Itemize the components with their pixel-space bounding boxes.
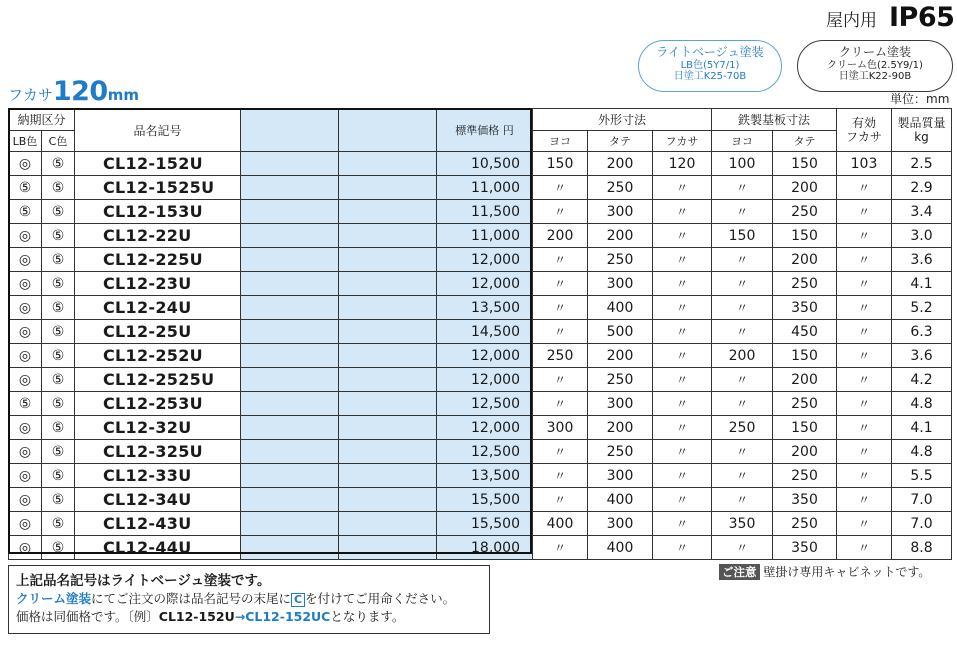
caution-text: 壁掛け専用キャビネットです。 <box>763 565 931 579</box>
depth-heading <box>8 76 139 107</box>
effective-depth-cell: 〃 <box>837 344 892 368</box>
plate-height-cell: 350 <box>773 536 837 560</box>
lb-delivery-cell: ◎ <box>9 368 42 392</box>
weight-label: 製品質量 <box>897 116 946 130</box>
blank-cell <box>241 440 339 464</box>
table-row <box>9 416 952 440</box>
note-line-3 <box>16 608 489 626</box>
depth-cell: 〃 <box>653 272 712 296</box>
plate-width-cell: 〃 <box>712 320 773 344</box>
c-delivery-cell: ⑤ <box>42 176 75 200</box>
depth-cell: 〃 <box>653 344 712 368</box>
c-delivery-cell: ⑤ <box>42 536 75 560</box>
price-cell: 13,500 <box>437 296 533 320</box>
width-cell: 〃 <box>533 176 588 200</box>
weight-cell: 5.5 <box>892 464 952 488</box>
c-delivery-cell: ⑤ <box>42 296 75 320</box>
model-cell: CL12-153U <box>75 200 241 224</box>
delivery-header: 納期区分 <box>9 109 75 131</box>
lb-delivery-cell: ◎ <box>9 224 42 248</box>
table-row <box>9 200 952 224</box>
plate-height-cell: 250 <box>773 200 837 224</box>
table-row <box>9 320 952 344</box>
weight-cell: 3.4 <box>892 200 952 224</box>
blank-cell <box>241 512 339 536</box>
plate-width-header: ヨコ <box>712 131 773 152</box>
table-row <box>9 272 952 296</box>
width-cell: 400 <box>533 512 588 536</box>
c-delivery-cell: ⑤ <box>42 464 75 488</box>
table-row <box>9 248 952 272</box>
plate-width-cell: 〃 <box>712 464 773 488</box>
lb-delivery-cell: ◎ <box>9 488 42 512</box>
plate-height-cell: 150 <box>773 224 837 248</box>
height-header: タテ <box>588 131 653 152</box>
lb-delivery-cell: ◎ <box>9 344 42 368</box>
model-cell: CL12-33U <box>75 464 241 488</box>
effective-depth-cell: 〃 <box>837 512 892 536</box>
blank-cell <box>339 440 437 464</box>
width-cell: 〃 <box>533 464 588 488</box>
c-delivery-cell: ⑤ <box>42 512 75 536</box>
c-delivery-cell: ⑤ <box>42 224 75 248</box>
model-cell: CL12-225U <box>75 248 241 272</box>
price-cell: 12,500 <box>437 392 533 416</box>
finish-paint-spec: 日塗工K22-90B <box>838 71 912 83</box>
c-delivery-cell: ⑤ <box>42 200 75 224</box>
plate-width-cell: 〃 <box>712 176 773 200</box>
c-color-header: C色 <box>42 131 75 152</box>
blank-header <box>339 109 437 152</box>
blank-cell <box>339 392 437 416</box>
width-cell: 200 <box>533 224 588 248</box>
finish-name: クリーム塗装 <box>838 45 911 59</box>
plate-width-cell: 250 <box>712 416 773 440</box>
blank-cell <box>241 248 339 272</box>
c-delivery-cell: ⑤ <box>42 344 75 368</box>
example-code-cream: CL12-152UC <box>245 609 331 624</box>
blank-cell <box>339 200 437 224</box>
plate-width-cell: 〃 <box>712 488 773 512</box>
weight-cell: 7.0 <box>892 512 952 536</box>
order-note <box>8 565 490 634</box>
depth-cell: 〃 <box>653 176 712 200</box>
plate-height-cell: 450 <box>773 320 837 344</box>
width-cell: 300 <box>533 416 588 440</box>
lb-delivery-cell: ◎ <box>9 416 42 440</box>
weight-cell: 3.0 <box>892 224 952 248</box>
weight-cell: 4.8 <box>892 392 952 416</box>
finish-color-code: LB色(5Y7/1) <box>680 59 740 71</box>
price-cell: 12,000 <box>437 416 533 440</box>
blank-cell <box>339 416 437 440</box>
model-cell: CL12-25U <box>75 320 241 344</box>
c-delivery-cell: ⑤ <box>42 416 75 440</box>
table-row <box>9 440 952 464</box>
plate-width-cell: 〃 <box>712 296 773 320</box>
effective-depth-header <box>837 109 892 152</box>
finish-paint-spec: 日塗工K25-70B <box>673 71 747 83</box>
example-code: CL12-152U <box>158 609 235 624</box>
plate-height-cell: 150 <box>773 152 837 176</box>
table-row <box>9 344 952 368</box>
weight-cell: 4.1 <box>892 272 952 296</box>
price-cell: 11,000 <box>437 176 533 200</box>
width-cell: 〃 <box>533 272 588 296</box>
note-text: となります。 <box>330 609 405 624</box>
header-row-1 <box>9 109 952 131</box>
effective-depth-cell: 〃 <box>837 296 892 320</box>
model-cell: CL12-253U <box>75 392 241 416</box>
height-cell: 300 <box>588 200 653 224</box>
model-cell: CL12-24U <box>75 296 241 320</box>
table-row <box>9 296 952 320</box>
height-cell: 250 <box>588 368 653 392</box>
c-delivery-cell: ⑤ <box>42 392 75 416</box>
table-row <box>9 392 952 416</box>
note-line-1: 上記品名記号はライトベージュ塗装です。 <box>16 573 271 589</box>
weight-cell: 4.1 <box>892 416 952 440</box>
weight-unit: kg <box>914 130 929 144</box>
plate-width-cell: 150 <box>712 224 773 248</box>
plate-height-cell: 150 <box>773 344 837 368</box>
effective-depth-cell: 〃 <box>837 368 892 392</box>
blank-cell <box>241 488 339 512</box>
price-cell: 12,000 <box>437 272 533 296</box>
price-cell: 12,000 <box>437 368 533 392</box>
weight-cell: 4.8 <box>892 440 952 464</box>
height-cell: 250 <box>588 248 653 272</box>
finish-cream-badge <box>797 40 953 92</box>
weight-cell: 3.6 <box>892 344 952 368</box>
height-cell: 300 <box>588 464 653 488</box>
depth-cell: 〃 <box>653 368 712 392</box>
plate-height-cell: 250 <box>773 512 837 536</box>
blank-cell <box>339 224 437 248</box>
blank-cell <box>241 368 339 392</box>
width-cell: 〃 <box>533 440 588 464</box>
c-delivery-cell: ⑤ <box>42 368 75 392</box>
ip-rating: IP65 <box>889 2 955 33</box>
lb-delivery-cell: ◎ <box>9 536 42 560</box>
effective-depth-cell: 〃 <box>837 320 892 344</box>
width-cell: 〃 <box>533 488 588 512</box>
plate-height-cell: 150 <box>773 416 837 440</box>
finish-light-beige-badge <box>638 40 782 92</box>
depth-value: 120 <box>52 76 108 107</box>
blank-cell <box>339 512 437 536</box>
outer-dimension-header: 外形寸法 <box>533 109 712 131</box>
c-delivery-cell: ⑤ <box>42 248 75 272</box>
blank-cell <box>339 320 437 344</box>
plate-height-cell: 250 <box>773 392 837 416</box>
height-cell: 400 <box>588 536 653 560</box>
effective-depth-cell: 103 <box>837 152 892 176</box>
depth-cell: 〃 <box>653 200 712 224</box>
width-cell: 〃 <box>533 392 588 416</box>
plate-height-cell: 350 <box>773 488 837 512</box>
depth-cell: 〃 <box>653 296 712 320</box>
depth-cell: 〃 <box>653 440 712 464</box>
blank-cell <box>241 416 339 440</box>
width-header: ヨコ <box>533 131 588 152</box>
blank-cell <box>241 344 339 368</box>
weight-header <box>892 109 952 152</box>
blank-cell <box>241 320 339 344</box>
blank-cell <box>241 176 339 200</box>
c-delivery-cell: ⑤ <box>42 272 75 296</box>
depth-cell: 〃 <box>653 224 712 248</box>
note-line-2 <box>16 590 489 608</box>
width-cell: 150 <box>533 152 588 176</box>
table-row <box>9 368 952 392</box>
spec-table <box>8 108 952 560</box>
cream-finish-text: クリーム塗装 <box>16 591 92 606</box>
effective-depth-cell: 〃 <box>837 248 892 272</box>
price-cell: 12,000 <box>437 344 533 368</box>
arrow-glyph: → <box>234 609 246 624</box>
blank-cell <box>241 392 339 416</box>
table-row <box>9 536 952 560</box>
model-cell: CL12-44U <box>75 536 241 560</box>
table-row <box>9 176 952 200</box>
depth-cell: 〃 <box>653 464 712 488</box>
price-cell: 11,000 <box>437 224 533 248</box>
effective-depth-cell: 〃 <box>837 272 892 296</box>
lb-delivery-cell: ⑤ <box>9 176 42 200</box>
price-cell: 18,000 <box>437 536 533 560</box>
effective-depth-cell: 〃 <box>837 392 892 416</box>
lb-delivery-cell: ◎ <box>9 152 42 176</box>
plate-height-cell: 200 <box>773 368 837 392</box>
plate-width-cell: 〃 <box>712 368 773 392</box>
height-cell: 200 <box>588 416 653 440</box>
note-text: にてご注文の際は品名記号の末尾に <box>91 591 292 606</box>
plate-dimension-header: 鉄製基板寸法 <box>712 109 837 131</box>
weight-cell: 2.9 <box>892 176 952 200</box>
depth-cell: 〃 <box>653 320 712 344</box>
price-cell: 10,500 <box>437 152 533 176</box>
effective-depth-cell: 〃 <box>837 488 892 512</box>
plate-width-cell: 〃 <box>712 536 773 560</box>
blank-cell <box>339 272 437 296</box>
plate-width-cell: 〃 <box>712 440 773 464</box>
weight-cell: 5.2 <box>892 296 952 320</box>
plate-width-cell: 350 <box>712 512 773 536</box>
plate-height-cell: 250 <box>773 464 837 488</box>
blank-cell <box>339 176 437 200</box>
width-cell: 〃 <box>533 536 588 560</box>
width-cell: 〃 <box>533 368 588 392</box>
blank-cell <box>241 272 339 296</box>
model-cell: CL12-2525U <box>75 368 241 392</box>
table-row <box>9 512 952 536</box>
finish-color-code: クリーム色(2.5Y9/1) <box>827 59 923 71</box>
height-cell: 400 <box>588 296 653 320</box>
width-cell: 〃 <box>533 200 588 224</box>
effective-depth-cell: 〃 <box>837 440 892 464</box>
caution-note <box>719 563 930 580</box>
suffix-c-badge: C <box>291 593 305 607</box>
price-cell: 14,500 <box>437 320 533 344</box>
lb-delivery-cell: ◎ <box>9 512 42 536</box>
blank-cell <box>241 152 339 176</box>
height-cell: 200 <box>588 152 653 176</box>
height-cell: 200 <box>588 224 653 248</box>
model-cell: CL12-32U <box>75 416 241 440</box>
depth-col-header: フカサ <box>653 131 712 152</box>
plate-width-cell: 〃 <box>712 272 773 296</box>
table-row <box>9 464 952 488</box>
depth-cell: 〃 <box>653 392 712 416</box>
blank-cell <box>241 536 339 560</box>
height-cell: 250 <box>588 176 653 200</box>
effective-depth-cell: 〃 <box>837 464 892 488</box>
plate-width-cell: 100 <box>712 152 773 176</box>
plate-height-cell: 350 <box>773 296 837 320</box>
table-row <box>9 488 952 512</box>
plate-height-cell: 200 <box>773 440 837 464</box>
weight-cell: 2.5 <box>892 152 952 176</box>
plate-height-cell: 250 <box>773 272 837 296</box>
effective-depth-cell: 〃 <box>837 200 892 224</box>
c-delivery-cell: ⑤ <box>42 152 75 176</box>
plate-height-cell: 200 <box>773 248 837 272</box>
weight-cell: 4.2 <box>892 368 952 392</box>
blank-cell <box>339 152 437 176</box>
width-cell: 〃 <box>533 320 588 344</box>
effective-depth-cell: 〃 <box>837 536 892 560</box>
depth-unit: mm <box>107 86 139 104</box>
depth-cell: 〃 <box>653 488 712 512</box>
blank-cell <box>241 296 339 320</box>
width-cell: 〃 <box>533 248 588 272</box>
effective-depth-cell: 〃 <box>837 416 892 440</box>
plate-width-cell: 〃 <box>712 200 773 224</box>
finish-name: ライトベージュ塗装 <box>656 45 764 59</box>
lb-delivery-cell: ◎ <box>9 440 42 464</box>
depth-cell: 〃 <box>653 512 712 536</box>
table-row <box>9 224 952 248</box>
blank-cell <box>241 200 339 224</box>
price-cell: 15,500 <box>437 488 533 512</box>
model-cell: CL12-22U <box>75 224 241 248</box>
blank-cell <box>339 488 437 512</box>
lb-delivery-cell: ◎ <box>9 464 42 488</box>
c-delivery-cell: ⑤ <box>42 440 75 464</box>
plate-width-cell: 200 <box>712 344 773 368</box>
height-cell: 400 <box>588 488 653 512</box>
model-header: 品名記号 <box>75 109 241 152</box>
spec-table-body <box>9 109 952 560</box>
plate-height-cell: 200 <box>773 176 837 200</box>
plate-height-header: タテ <box>773 131 837 152</box>
height-cell: 200 <box>588 344 653 368</box>
weight-cell: 3.6 <box>892 248 952 272</box>
price-cell: 13,500 <box>437 464 533 488</box>
note-text: 価格は同価格です。〔例〕 <box>16 609 159 624</box>
height-cell: 300 <box>588 392 653 416</box>
blank-cell <box>241 464 339 488</box>
depth-cell: 〃 <box>653 416 712 440</box>
model-cell: CL12-152U <box>75 152 241 176</box>
model-cell: CL12-34U <box>75 488 241 512</box>
lb-delivery-cell: ⑤ <box>9 200 42 224</box>
blank-cell <box>339 344 437 368</box>
lb-delivery-cell: ◎ <box>9 320 42 344</box>
lb-delivery-cell: ◎ <box>9 272 42 296</box>
lb-delivery-cell: ◎ <box>9 296 42 320</box>
c-delivery-cell: ⑤ <box>42 488 75 512</box>
depth-cell: 〃 <box>653 536 712 560</box>
blank-cell <box>339 248 437 272</box>
depth-label: フカサ <box>8 86 53 104</box>
height-cell: 500 <box>588 320 653 344</box>
weight-cell: 8.8 <box>892 536 952 560</box>
depth-cell: 120 <box>653 152 712 176</box>
blank-cell <box>339 464 437 488</box>
depth-cell: 〃 <box>653 248 712 272</box>
c-delivery-cell: ⑤ <box>42 320 75 344</box>
note-text: を付けてご用命ください。 <box>305 591 456 606</box>
model-cell: CL12-1525U <box>75 176 241 200</box>
lb-color-header: LB色 <box>9 131 42 152</box>
effective-depth-label: 有効 <box>851 116 876 130</box>
lb-delivery-cell: ◎ <box>9 248 42 272</box>
height-cell: 300 <box>588 512 653 536</box>
model-cell: CL12-252U <box>75 344 241 368</box>
effective-depth-cell: 〃 <box>837 224 892 248</box>
lb-delivery-cell: ⑤ <box>9 392 42 416</box>
weight-cell: 7.0 <box>892 488 952 512</box>
unit-note: 単位：mm <box>890 92 950 106</box>
price-cell: 11,500 <box>437 200 533 224</box>
blank-header <box>241 109 339 152</box>
height-cell: 250 <box>588 440 653 464</box>
price-cell: 12,000 <box>437 248 533 272</box>
blank-cell <box>339 296 437 320</box>
model-cell: CL12-325U <box>75 440 241 464</box>
price-cell: 12,500 <box>437 440 533 464</box>
weight-cell: 6.3 <box>892 320 952 344</box>
width-cell: 〃 <box>533 296 588 320</box>
blank-cell <box>339 368 437 392</box>
model-cell: CL12-43U <box>75 512 241 536</box>
price-cell: 15,500 <box>437 512 533 536</box>
effective-depth-cell: 〃 <box>837 176 892 200</box>
blank-cell <box>339 536 437 560</box>
table-row <box>9 152 952 176</box>
width-cell: 250 <box>533 344 588 368</box>
price-header: 標準価格 円 <box>437 109 533 152</box>
blank-cell <box>241 224 339 248</box>
height-cell: 300 <box>588 272 653 296</box>
plate-width-cell: 〃 <box>712 392 773 416</box>
model-cell: CL12-23U <box>75 272 241 296</box>
environment-label: 屋内用 <box>826 11 877 31</box>
effective-depth-label: フカサ <box>846 130 882 144</box>
plate-width-cell: 〃 <box>712 248 773 272</box>
caution-tag: ご注意 <box>719 564 760 580</box>
